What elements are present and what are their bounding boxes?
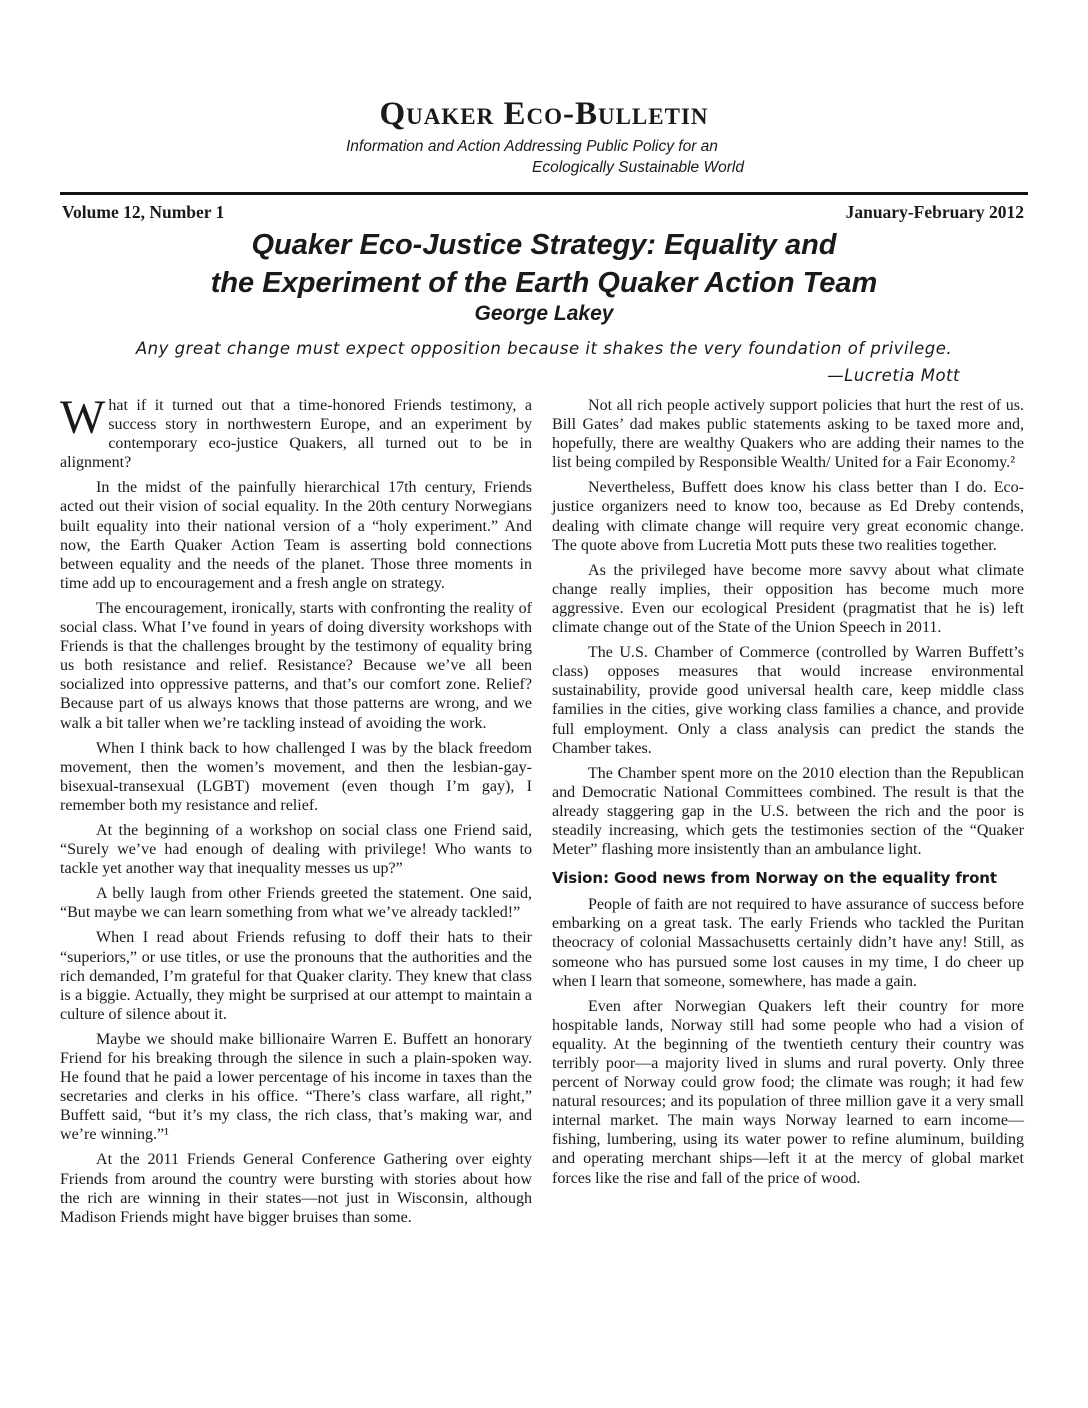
paragraph: The Chamber spent more on the 2010 election than the Republican and Democratic National Committees combined. The result is that the already staggering gap in the U.S. between the rich and the poor is steadily increasing, which gets the testimonies section of the “Quaker Meter” flashing more insistently than an ambulance light. bbox=[552, 764, 1024, 859]
paragraph: The encouragement, ironically, starts with confronting the reality of social class. What I’ve found in years of doing diversity workshops with Friends is that the challenges brought by the testimony of equality bring us both resistance and relief. Resistance? Because we’ve all been socialized into oppressive patterns, and that’s our comfort zone. Relief? Because part of us always knows that those patterns are wrong, and we walk a bit taller when we’re tackling instead of avoiding the work. bbox=[60, 599, 532, 732]
section-subhead: Vision: Good news from Norway on the equality front bbox=[552, 869, 997, 888]
paragraph: Nevertheless, Buffett does know his class better than I do. Eco-justice organizers need to know too, because as Ed Dreby contends, dealing with climate change will require very great economic change. The quote above from Lucretia Mott puts these two realities together. bbox=[552, 479, 1024, 554]
paragraph: Maybe we should make billionaire Warren E. Buffett an honorary Friend for his breaking through the silence in such a plain-spoken way. He found that he paid a lower percentage of his income in taxes than the secretaries and clerks in his office. “There’s class warfare, all right,” Buffett said, “but it’s my class, the rich class, that’s making war, and we’re winning.”¹ bbox=[60, 1030, 532, 1144]
paragraph: In the midst of the painfully hierarchical 17th century, Friends acted out their vision of social equality. In the 20th century Norwegians built equality into their national version of a “holy experiment.” And now, the Earth Quaker Action Team is asserting bold connections between equality and the needs of the planet. Those three moments in time add up to encouragement and a fresh angle on strategy. bbox=[60, 479, 532, 592]
issue-date: January-February 2012 bbox=[845, 202, 1024, 222]
left-column bbox=[60, 391, 532, 1233]
paragraph: When I read about Friends refusing to doff their hats to their “superiors,” or use titles, or use the pronouns that the authorities and the rich demanded, I’m grateful for that Quaker clarity. They knew that class is a biggie. Actually, they might be surprised at our attempt to maintain a culture of silence about it. bbox=[60, 929, 532, 1023]
masthead-divider bbox=[60, 192, 1028, 195]
paragraph: As the privileged have become more savvy about what climate change really implies, their opposition has become much more aggressive. Even our ecological President (pragmatist that he is) left climate change out of the State of the Union Speech in 2011. bbox=[552, 561, 1024, 637]
paragraph: A belly laugh from other Friends greeted the statement. One said, “But maybe we can learn something from what we’ve already tackled!” bbox=[60, 885, 532, 922]
paragraph: Even after Norwegian Quakers left their country for more hospitable lands, Norway still had some people who had a vision of equality. At the beginning of the twentieth century their country was terribly poor—a majority lived in slums and rural poverty. Only three percent of Norway could grow food; the climate was rough; it had few natural resources; and its population of three million gave it a very small internal market. The main ways Norway learned to earn income—fishing, lumbering, using its water power to refine aluminum, building and operating merchant ships—left it at the mercy of global market forces like the rise and fall of the price of wood. bbox=[552, 997, 1024, 1187]
masthead-tagline-line1: Information and Action Addressing Public Policy for an bbox=[346, 138, 718, 155]
article-title-line2: the Experiment of the Earth Quaker Action Team bbox=[210, 267, 878, 299]
paragraph: At the beginning of a workshop on social class one Friend said, “Surely we’ve had enough of dealing with privilege! Who wants to tackle yet another way that inequality messes us up?” bbox=[60, 821, 532, 878]
masthead-title: Quaker Eco-Bulletin bbox=[379, 96, 709, 132]
issue-line bbox=[62, 202, 1024, 223]
paragraph: Not all rich people actively support policies that hurt the rest of us. Bill Gates’ dad makes public statements asking to be taxed more and, hopefully, there are wealthy Quakers who are adding their names to the list being compiled by Responsible Wealth/ United for a Fair Economy.² bbox=[552, 397, 1024, 472]
article-author: George Lakey bbox=[474, 302, 614, 325]
paragraph: The U.S. Chamber of Commerce (controlled by Warren Buffett’s class) opposes measures that would increase environmental sustainability, provide good universal health care, keep middle class families in the cities, give working class families a chance, and provide full employment. Only a class analysis can predict the stands the Chamber takes. bbox=[552, 644, 1024, 757]
masthead-tagline-line2: Ecologically Sustainable World bbox=[532, 159, 744, 176]
paragraph-text: hat if it turned out that a time-honored Friends testimony, a success story in northwestern Europe, and an experiment by contemporary eco-justice Quakers, all turned out to be in alignment? bbox=[60, 397, 532, 472]
epigraph-attribution: —Lucretia Mott bbox=[827, 366, 960, 385]
epigraph-quote: Any great change must expect opposition because it shakes the very foundation of privilege. bbox=[135, 339, 953, 358]
paragraph: When I think back to how challenged I was by the black freedom movement, then the women’s movement, and then the lesbian-gay-bisexual-transexual (LGBT) movement (even though I’m gay), I remember both my resistance and relief. bbox=[60, 739, 532, 814]
paragraph: People of faith are not required to have assurance of success before embarking on a great task. The early Friends who tackled the Puritan theocracy of colonial Massachusetts certainly didn’t have any! Still, as someone who has pursued some lost causes in my time, I do cheer up when I learn that someone, somewhere, has made a gain. bbox=[552, 896, 1024, 990]
article-title-line1: Quaker Eco-Justice Strategy: Equality and bbox=[251, 229, 837, 261]
issue-volume: Volume 12, Number 1 bbox=[62, 202, 225, 222]
right-column bbox=[552, 396, 1024, 1194]
paragraph: At the 2011 Friends General Conference Gathering over eighty Friends from around the country were bursting with stories about how the rich are winning in their states—not just in Wisconsin, although Madison Friends might have bigger bruises than some. bbox=[60, 1151, 532, 1226]
paragraph bbox=[60, 391, 532, 472]
drop-cap: W bbox=[60, 391, 106, 444]
